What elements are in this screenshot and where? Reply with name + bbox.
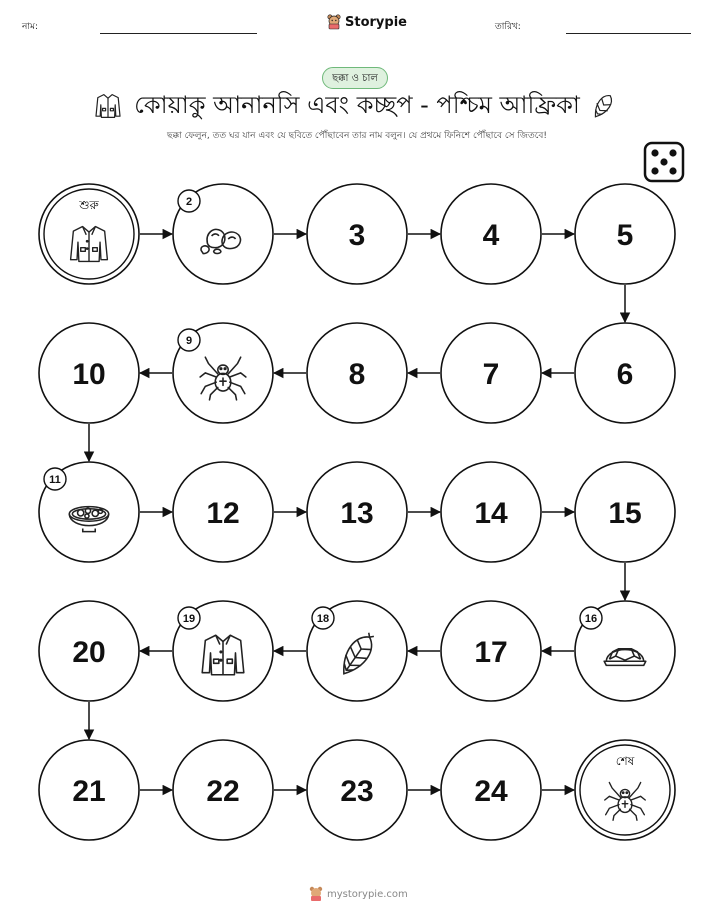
cell-number-small: 18: [316, 613, 330, 625]
board-cell-24[interactable]: [441, 740, 541, 840]
board-cell-10[interactable]: [39, 323, 139, 423]
instructions-text: ছক্কা ফেলুন, তত ঘর যান এবং যে ছবিতে পৌঁছাবেন তার নাম বলুন। যে প্রথমে ফিনিশে পৌঁছাবে সে জিতবে!: [167, 131, 547, 141]
board-cell-13[interactable]: [307, 462, 407, 562]
board-cell-18[interactable]: [307, 601, 407, 701]
end-label: শেষ: [615, 754, 635, 768]
board-cell-7[interactable]: [441, 323, 541, 423]
cell-number: 3: [348, 219, 366, 252]
cell-number: 14: [474, 497, 508, 530]
cell-number-small: 11: [49, 474, 61, 486]
cell-number: 5: [616, 219, 634, 252]
board-cell-11[interactable]: [39, 462, 139, 562]
cell-number: 7: [482, 358, 500, 391]
board-cell-9[interactable]: [173, 323, 273, 423]
cell-number: 20: [72, 636, 106, 669]
board-cell-22[interactable]: [173, 740, 273, 840]
board-cell-15[interactable]: [575, 462, 675, 562]
game-type-badge: ছক্কা ও চাল: [322, 67, 388, 89]
board-cell-14[interactable]: [441, 462, 541, 562]
start-label: শুরু: [79, 198, 99, 212]
board-cell-21[interactable]: [39, 740, 139, 840]
cell-number: 12: [206, 497, 240, 530]
name-label: নাম:: [22, 22, 39, 32]
cell-number-small: 9: [185, 335, 193, 347]
board-cell-19[interactable]: [173, 601, 273, 701]
cell-number-small: 16: [584, 613, 598, 625]
cell-number: 21: [72, 775, 106, 808]
cell-number: 8: [348, 358, 366, 391]
board-cell-20[interactable]: [39, 601, 139, 701]
board-cell-8[interactable]: [307, 323, 407, 423]
cell-number: 13: [340, 497, 374, 530]
board-cell-3[interactable]: [307, 184, 407, 284]
board-cell-1[interactable]: [39, 184, 139, 284]
worksheet-title: কোয়াকু আনানসি এবং কচ্ছপ - পশ্চিম আফ্রিকা: [134, 91, 580, 119]
footer: [309, 886, 408, 902]
cell-number: 15: [608, 497, 642, 530]
bear-logo-icon: [309, 886, 323, 902]
board-cell-12[interactable]: [173, 462, 273, 562]
board-cell-25[interactable]: [575, 740, 675, 840]
board-cell-23[interactable]: [307, 740, 407, 840]
cell-number: 10: [72, 358, 106, 391]
board-cell-4[interactable]: [441, 184, 541, 284]
board-cell-6[interactable]: [575, 323, 675, 423]
cell-number: 24: [474, 775, 508, 808]
cell-number: 23: [340, 775, 374, 808]
brand-name: Storypie: [345, 14, 407, 30]
date-label: তারিখ:: [495, 22, 521, 32]
cell-number: 6: [616, 358, 634, 391]
cell-number: 17: [474, 636, 508, 669]
board-cell-5[interactable]: [575, 184, 675, 284]
cell-number-small: 2: [185, 196, 193, 208]
board-cell-2[interactable]: [173, 184, 273, 284]
cell-number: 22: [206, 775, 240, 808]
board-cell-17[interactable]: [441, 601, 541, 701]
footer-url[interactable]: mystorypie.com: [327, 888, 408, 900]
cell-number-small: 19: [182, 613, 196, 625]
board-cell-16[interactable]: [575, 601, 675, 701]
cell-number: 4: [482, 219, 500, 252]
